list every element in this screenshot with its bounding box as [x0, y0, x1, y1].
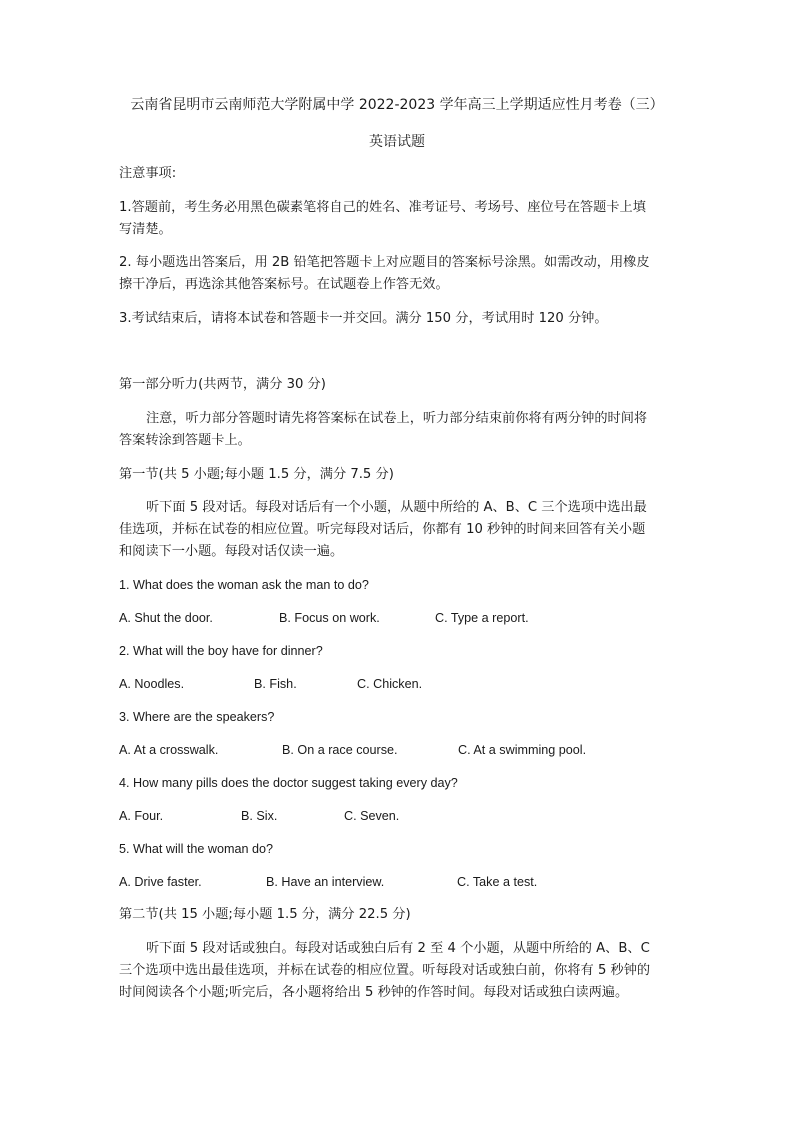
notice-item-1-line-1: 1.答题前，考生务必用黑色碳素笔将自己的姓名、准考证号、考场号、座位号在答题卡上填 [119, 200, 646, 215]
option-c: C. At a swimming pool. [458, 743, 587, 757]
section2-instruction-line-2: 三个选项中选出最佳选项，并标在试卷的相应位置。听每段对话或独白前，你将有 5 秒钟的 [119, 963, 651, 978]
option-c: C. Take a test. [457, 875, 538, 889]
notice-item-2-line-1: 2. 每小题选出答案后，用 2B 铅笔把答题卡上对应题目的答案标号涂黑。如需改动，用橡皮 [119, 255, 650, 270]
option-b: B. Focus on work. [279, 611, 380, 625]
part1-heading: 第一部分听力(共两节，满分 30 分) [119, 377, 326, 392]
notice-item-1-line-2: 写清楚。 [119, 222, 172, 237]
section1-instruction-line-1: 听下面 5 段对话。每段对话后有一个小题，从题中所给的 A、B、C 三个选项中选出最 [146, 500, 647, 515]
option-c: C. Chicken. [357, 677, 423, 691]
section1-heading: 第一节(共 5 小题;每小题 1.5 分，满分 7.5 分) [119, 467, 394, 482]
notice-item-2-line-2: 擦干净后，再选涂其他答案标号。在试题卷上作答无效。 [119, 277, 449, 292]
question-5: 5. What will the woman do? [119, 842, 273, 856]
question-4: 4. How many pills does the doctor suggest taking every day? [119, 776, 458, 790]
option-a: A. Shut the door. [119, 611, 213, 625]
option-a: A. Noodles. [119, 677, 185, 691]
option-c: C. Type a report. [435, 611, 529, 625]
section2-instruction-line-3: 时间阅读各个小题;听完后，各小题将给出 5 秒钟的作答时间。每段对话或独白读两遍。 [119, 985, 629, 1000]
part1-intro-line-1: 注意，听力部分答题时请先将答案标在试卷上，听力部分结束前你将有两分钟的时间将 [146, 411, 648, 426]
option-b: B. Have an interview. [266, 875, 385, 889]
section1-instruction-line-2: 佳选项，并标在试卷的相应位置。听完每段对话后，你都有 10 秒钟的时间来回答有关小题 [119, 522, 646, 537]
option-a: A. Drive faster. [119, 875, 202, 889]
question-2: 2. What will the boy have for dinner? [119, 644, 323, 658]
question-3: 3. Where are the speakers? [119, 710, 275, 724]
section1-instruction-line-3: 和阅读下一小题。每段对话仅读一遍。 [119, 544, 344, 559]
option-a: A. At a crosswalk. [119, 743, 219, 757]
section2-heading: 第二节(共 15 小题;每小题 1.5 分，满分 22.5 分) [119, 907, 411, 922]
option-b: B. Six. [241, 809, 278, 823]
exam-title: 云南省昆明市云南师范大学附属中学 2022-2023 学年高三上学期适应性月考卷（三） [130, 97, 664, 113]
option-c: C. Seven. [344, 809, 400, 823]
option-b: B. Fish. [254, 677, 297, 691]
notice-item-3: 3.考试结束后，请将本试卷和答题卡一并交回。满分 150 分，考试用时 120 分钟。 [119, 311, 608, 326]
section2-instruction-line-1: 听下面 5 段对话或独白。每段对话或独白后有 2 至 4 个小题，从题中所给的 A、B、C [146, 941, 650, 956]
notice-heading: 注意事项: [119, 166, 177, 181]
option-a: A. Four. [119, 809, 164, 823]
option-b: B. On a race course. [282, 743, 398, 757]
part1-intro-line-2: 答案转涂到答题卡上。 [119, 433, 251, 448]
exam-subtitle: 英语试题 [369, 134, 425, 150]
question-1: 1. What does the woman ask the man to do? [119, 578, 369, 592]
